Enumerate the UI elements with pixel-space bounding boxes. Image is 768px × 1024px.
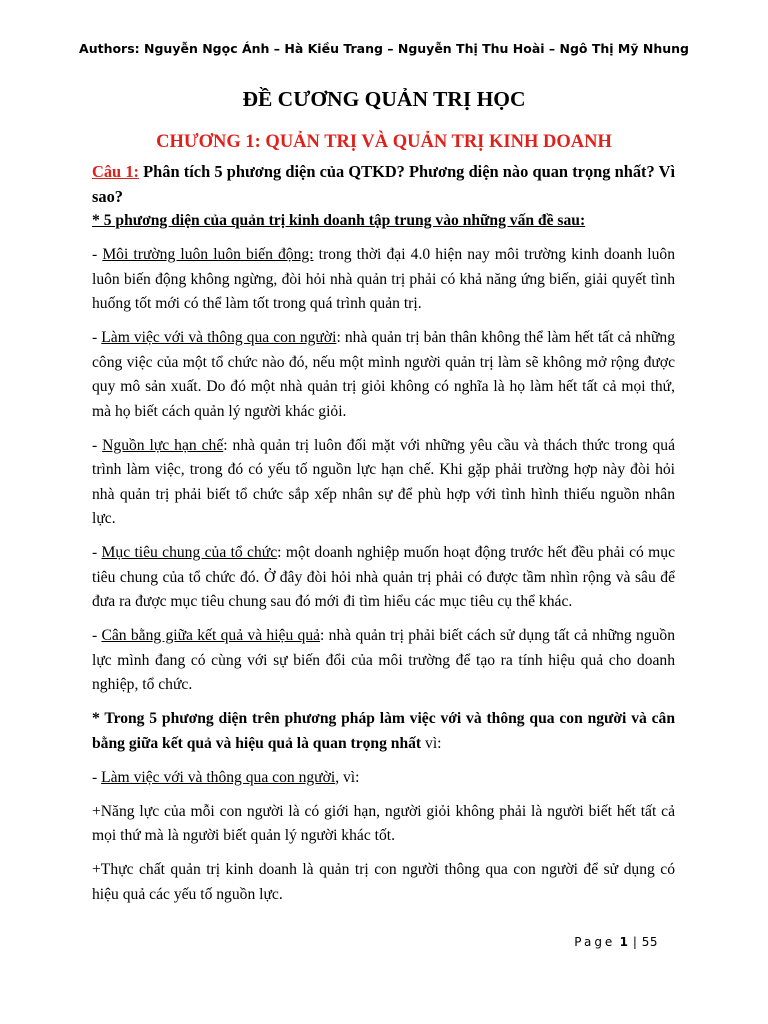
page-number: 1: [619, 935, 629, 949]
page-word: Page: [574, 935, 616, 949]
aspect-paragraph: - Làm việc với và thông qua con người: nhà quản trị bản thân không thể làm hết tất cả những công việc của một tổ chức nào đó, nếu một mình người quản trị làm sẽ không mở rộng được quy mô sản xuất. Do đó một nhà quản trị giỏi không có nghĩa là họ làm hết tất cả mọi thứ, mà họ biết cách quản lý người khác giỏi.: [92, 329, 675, 420]
aspect-description: : một doanh nghiệp muốn hoạt động trước hết đều phải có mục tiêu chung của tổ chức đó. Ở đây đòi hỏi nhà quản trị phải có được tầm nhìn rộng và sâu để đưa ra được mục tiêu chung sau đó mới đi tìm hiểu các mục tiêu cụ thể khác.: [92, 544, 675, 610]
importance-rest: vì:: [421, 734, 442, 752]
reason-rest: , vì:: [335, 768, 360, 786]
total-pages: 55: [641, 935, 658, 949]
aspect-paragraph: - Mục tiêu chung của tổ chức: một doanh nghiệp muốn hoạt động trước hết đều phải có mục tiêu chung của tổ chức đó. Ở đây đòi hỏi nhà quản trị phải có được tầm nhìn rộng và sâu để đưa ra được mục tiêu chung sau đó mới đi tìm hiểu các mục tiêu cụ thể khác.: [92, 544, 675, 610]
aspect-description: : nhà quản trị phải biết cách sử dụng tất cả những nguồn lực mình đang có cùng với sự biến đổi của môi trường để tạo ra tính hiệu quả cho doanh nghiệp, tổ chức.: [92, 627, 675, 693]
question-text: Phân tích 5 phương diện của QTKD? Phương diện nào quan trọng nhất? Vì sao?: [92, 162, 675, 206]
chapter-heading: CHƯƠNG 1: QUẢN TRỊ VÀ QUẢN TRỊ KINH DOANH: [156, 132, 612, 152]
aspect-description: : nhà quản trị bản thân không thể làm hết tất cả những công việc của một tổ chức nào đó, nếu một mình người quản trị làm sẽ không mở rộng được quy mô sản xuất. Do đó một nhà quản trị giỏi không có nghĩa là họ làm hết tất cả mọi thứ, mà họ biết cách quản lý người khác giỏi.: [92, 329, 675, 420]
point-paragraph: +Năng lực của mỗi con người là có giới hạn, người giỏi không phải là người biết hết tất cả mọi thứ mà là người biết quản lý người khác tốt.: [92, 802, 675, 844]
page-separator: |: [632, 935, 638, 949]
aspect-term: Môi trường luôn luôn biến động:: [102, 246, 314, 263]
authors-header: Authors: Nguyễn Ngọc Ánh – Hà Kiều Trang – Nguyễn Thị Thu Hoài – Ngô Thị Mỹ Nhung: [79, 41, 689, 56]
aspect-description: trong thời đại 4.0 hiện nay môi trường kinh doanh luôn luôn biến động không ngừng, đòi hỏi nhà quản trị phải có khả năng ứng biến, giải quyết tình huống tốt mới có thể làm tốt trong quá trình quản trị.: [92, 246, 675, 312]
aspect-term: Nguồn lực hạn chế: [102, 436, 224, 454]
reason-paragraph: - Làm việc với và thông qua con người, vì:: [92, 768, 360, 786]
question-label: Câu 1:: [92, 162, 139, 181]
aspects-intro: * 5 phương diện của quản trị kinh doanh tập trung vào những vấn đề sau:: [92, 212, 586, 229]
aspect-description: : nhà quản trị luôn đối mặt với những yêu cầu và thách thức trong quá trình làm việc, trong đó có yếu tố nguồn lực hạn chế. Khi gặp phải trường hợp này đòi hỏi nhà quản trị phải biết tổ chức sắp xếp nhân sự để phù hợp với tình hình thiếu nguồn nhân lực.: [92, 436, 675, 527]
aspect-term: Làm việc với và thông qua con người: [101, 329, 337, 346]
importance-statement: [92, 707, 675, 756]
document-title: ĐỀ CƯƠNG QUẢN TRỊ HỌC: [242, 87, 526, 111]
document-body: [92, 160, 675, 917]
aspect-paragraph: - Môi trường luôn luôn biến động: trong thời đại 4.0 hiện nay môi trường kinh doanh luôn luôn biến động không ngừng, đòi hỏi nhà quản trị phải có khả năng ứng biến, giải quyết tình huống tốt mới có thể làm tốt trong quá trình quản trị.: [92, 246, 675, 312]
aspect-term: Mục tiêu chung của tổ chức: [101, 544, 278, 561]
aspect-term: Cân bằng giữa kết quả và hiệu quả: [101, 627, 321, 644]
question-heading: [92, 160, 675, 209]
importance-bold: * Trong 5 phương diện trên phương pháp làm việc với và thông qua con người và cân bằng giữa kết quả và hiệu quả là quan trọng nhất: [92, 710, 675, 752]
aspect-paragraph: - Nguồn lực hạn chế: nhà quản trị luôn đối mặt với những yêu cầu và thách thức trong quá trình làm việc, trong đó có yếu tố nguồn lực hạn chế. Khi gặp phải trường hợp này đòi hỏi nhà quản trị phải biết tổ chức sắp xếp nhân sự để phù hợp với tình hình thiếu nguồn nhân lực.: [92, 436, 675, 527]
aspect-paragraph: - Cân bằng giữa kết quả và hiệu quả: nhà quản trị phải biết cách sử dụng tất cả những nguồn lực mình đang có cùng với sự biến đổi của môi trường để tạo ra tính hiệu quả cho doanh nghiệp, tổ chức.: [92, 627, 675, 693]
point-paragraph: +Thực chất quản trị kinh doanh là quản trị con người thông qua con người để sử dụng có hiệu quả các yếu tố nguồn lực.: [92, 861, 675, 903]
reason-term: Làm việc với và thông qua con người: [101, 768, 336, 786]
page-footer: [574, 935, 658, 949]
